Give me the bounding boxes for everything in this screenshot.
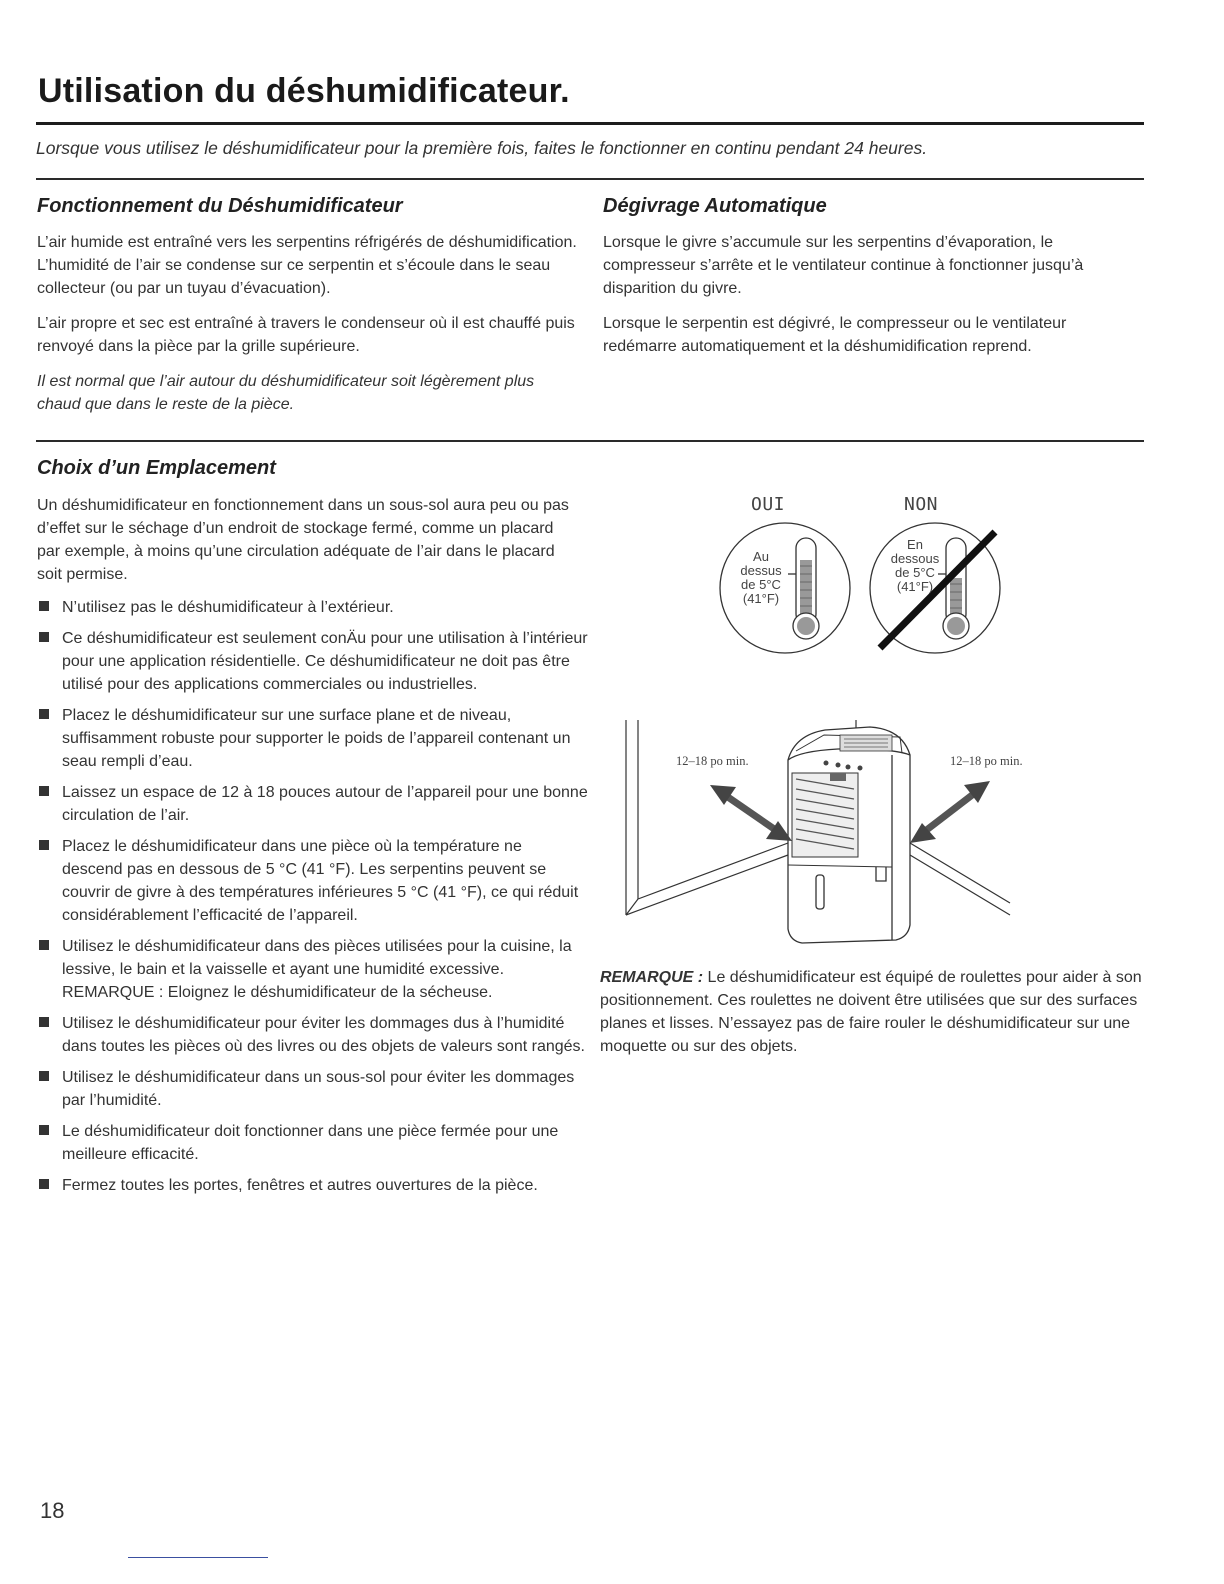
intro-text: Lorsque vous utilisez le déshumidificateur pour la première fois, faites le fonctionner en continu pendant 24 heures.: [36, 138, 928, 158]
left-clearance-label: 12–18 po min.: [676, 754, 749, 768]
list-item: Utilisez le déshumidificateur dans un sous-sol pour éviter les dommages par l’humidité.: [36, 1066, 596, 1112]
thermometer-icon: [788, 538, 819, 639]
note-text: Le déshumidificateur est équipé de roulettes pour aider à son positionnement. Ces roulettes ne doivent être utilisées que sur des surfaces planes et lisses. N’essayez pas de faire rouler le déshumidificateur sur une moquette ou sur des objets.: [600, 969, 1142, 1055]
fonctionnement-p3: Il est normal que l’air autour du déshumidificateur soit légèrement plus chaud que dans le reste de la pièce.: [37, 373, 535, 413]
degivrage-p1: Lorsque le givre s’accumule sur les serpentins d’évaporation, le compresseur s’arrête et le ventilateur continue à fonctionner jusqu’à disparition du givre.: [603, 234, 1084, 297]
list-item: Fermez toutes les portes, fenêtres et autres ouvertures de la pièce.: [36, 1174, 582, 1197]
double-arrow-icon: [910, 781, 990, 843]
note-label: REMARQUE :: [600, 969, 704, 986]
list-item: Placez le déshumidificateur sur une surface plane et de niveau, suffisamment robuste pour supporter le poids de l’appareil contenant un seau rempli d’eau.: [36, 704, 596, 773]
heading-fonctionnement: Fonctionnement du Déshumidificateur: [37, 195, 403, 217]
list-item: N’utilisez pas le déshumidificateur à l’extérieur.: [36, 596, 596, 619]
list-item: Le déshumidificateur doit fonctionner dans une pièce fermée pour une meilleure efficacité.: [36, 1120, 596, 1166]
section-rule-middle: [36, 440, 1144, 442]
remarque-note: [600, 966, 1150, 1058]
heading-emplacement: Choix d’un Emplacement: [37, 457, 276, 479]
yes-thermo-caption: Au dessus de 5°C (41°F): [740, 549, 782, 606]
emplacement-bullet-list: [36, 596, 596, 1205]
footer-line: [128, 1557, 268, 1558]
yes-label: OUI: [751, 494, 786, 515]
list-item: Utilisez le déshumidificateur dans des pièces utilisées pour la cuisine, la lessive, le bain et la vaisselle et ayant une humidité excessive. REMARQUE : Eloignez le déshumidificateur de la sécheuse.: [36, 935, 582, 1004]
dehumidifier-unit: [788, 727, 910, 943]
no-label: NON: [904, 494, 939, 515]
no-thermo-caption: En dessous de 5°C (41°F): [890, 537, 940, 594]
section-rule-top: [36, 178, 1144, 180]
right-clearance-label: 12–18 po min.: [950, 754, 1023, 768]
list-item: Placez le déshumidificateur dans une pièce où la température ne descend pas en dessous de 5 °C (41 °F). Les serpentins peuvent se couvrir de givre à des températures inférieures 5 °C (41 °F), ce qui réduit considérablement l’efficacité de l’appareil.: [36, 835, 582, 927]
fonctionnement-p1: L’air humide est entraîné vers les serpentins réfrigérés de déshumidification. L’humidité de l’air se condense sur ce serpentin et s’écoule dans le seau collecteur (ou par un tuyau d’évacuation).: [37, 234, 577, 297]
degivrage-p2: Lorsque le serpentin est dégivré, le compresseur ou le ventilateur redémarre automatiquement et la déshumidification reprend.: [603, 315, 1067, 355]
emplacement-p1: Un déshumidificateur en fonctionnement dans un sous-sol aura peu ou pas d’effet sur le séchage d’un endroit de stockage fermé, comme un placard par exemple, à moins qu’une circulation adéquate de l’air dans le placard soit permise.: [37, 497, 569, 583]
title-rule: [36, 122, 1144, 125]
list-item: Ce déshumidificateur est seulement conÄu pour une utilisation à l’intérieur pour une application résidentielle. Ce déshumidificateur ne doit pas être utilisé pour des applications commerciales ou industrielles.: [36, 627, 596, 696]
clearance-illustration: [610, 715, 1040, 955]
list-item: Utilisez le déshumidificateur pour éviter les dommages dus à l’humidité dans toutes les pièces où des livres ou des objets de valeurs sont rangés.: [36, 1012, 592, 1058]
heading-degivrage: Dégivrage Automatique: [603, 195, 827, 217]
fonctionnement-p2: L’air propre et sec est entraîné à travers le condenseur où il est chauffé puis renvoyé dans la pièce par la grille supérieure.: [37, 315, 575, 355]
list-item: Laissez un espace de 12 à 18 pouces autour de l’appareil pour une bonne circulation de l’air.: [36, 781, 596, 827]
page-title: Utilisation du déshumidificateur.: [38, 72, 570, 110]
page-number: 18: [40, 1498, 65, 1523]
double-arrow-icon: [710, 785, 792, 841]
